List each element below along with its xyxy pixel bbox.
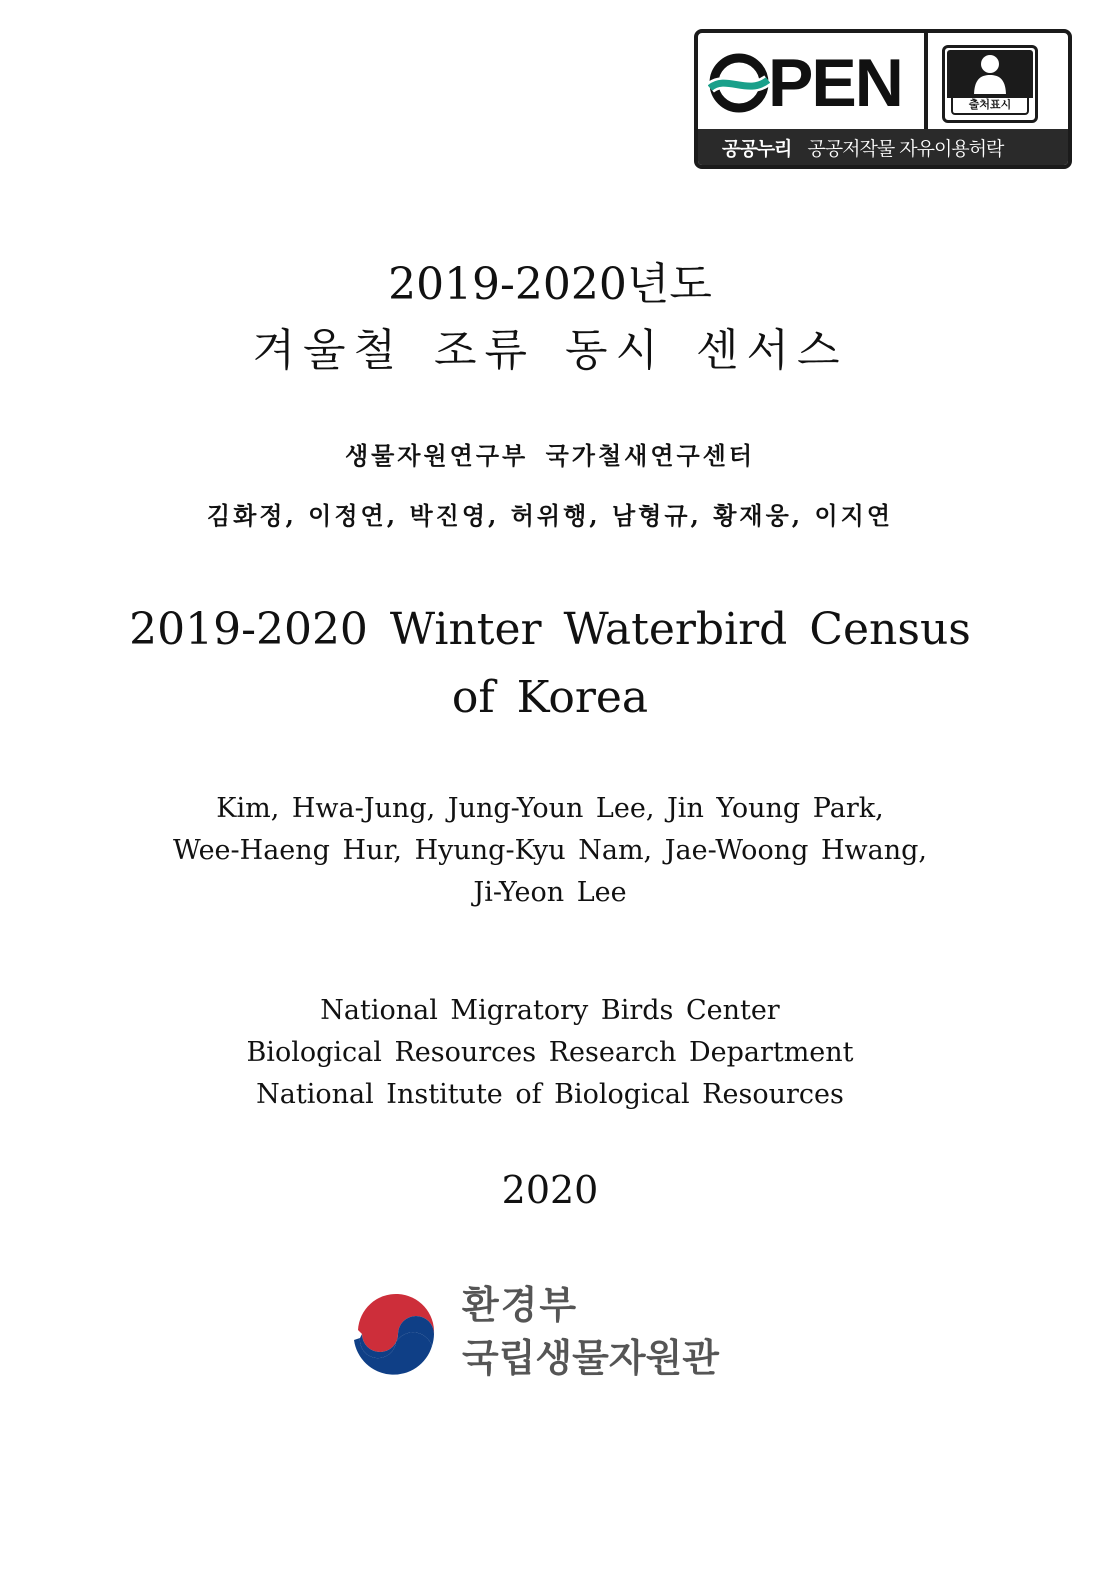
government-taegeuk-logo (348, 1290, 440, 1382)
korean-title (0, 252, 1100, 384)
english-authors (0, 788, 1100, 914)
publisher-name (462, 1280, 719, 1386)
person-icon (947, 50, 1033, 98)
open-text: PEN (768, 45, 902, 121)
english-title (0, 596, 1100, 732)
open-logo (708, 41, 923, 125)
license-name: 공공누리 (722, 137, 792, 160)
badge-divider (924, 33, 928, 133)
english-institution (0, 990, 1100, 1116)
english-authors-line1: Kim, Hwa-Jung, Jung-Youn Lee, Jin Young Park, (216, 793, 884, 824)
english-authors-line2: Wee-Haeng Hur, Hyung-Kyu Nam, Jae-Woong Hwang, (173, 835, 927, 866)
attribution-label: 출처표시 (951, 94, 1029, 115)
attribution-mark (942, 45, 1038, 123)
person-silhouette-icon (947, 50, 1033, 98)
korean-title-line2: 겨울철 조류 동시 센서스 (252, 325, 848, 376)
institute-name: 국립생물자원관 (462, 1336, 719, 1380)
korean-authors: 김화정, 이정연, 박진영, 허위행, 남형규, 황재웅, 이지연 (206, 501, 894, 530)
open-o-icon (708, 52, 770, 114)
license-description: 공공저작물 자유이용허락 (807, 137, 1004, 160)
english-title-line1: 2019-2020 Winter Waterbird Census (129, 604, 971, 655)
ministry-name: 환경부 (462, 1283, 579, 1327)
korean-title-line1: 2019-2020년도 (388, 259, 712, 310)
institution-line2: Biological Resources Research Department (246, 1037, 854, 1068)
open-license-badge (694, 29, 1072, 169)
publication-year: 2020 (501, 1168, 599, 1212)
license-badge-top (698, 33, 1068, 133)
license-badge-caption (698, 129, 1068, 165)
korean-department: 생물자원연구부 국가철새연구센터 (344, 441, 756, 470)
english-title-line2: of Korea (451, 672, 649, 723)
institution-line1: National Migratory Birds Center (320, 995, 780, 1026)
english-authors-line3: Ji-Yeon Lee (473, 877, 627, 908)
institution-line3: National Institute of Biological Resources (256, 1079, 844, 1110)
